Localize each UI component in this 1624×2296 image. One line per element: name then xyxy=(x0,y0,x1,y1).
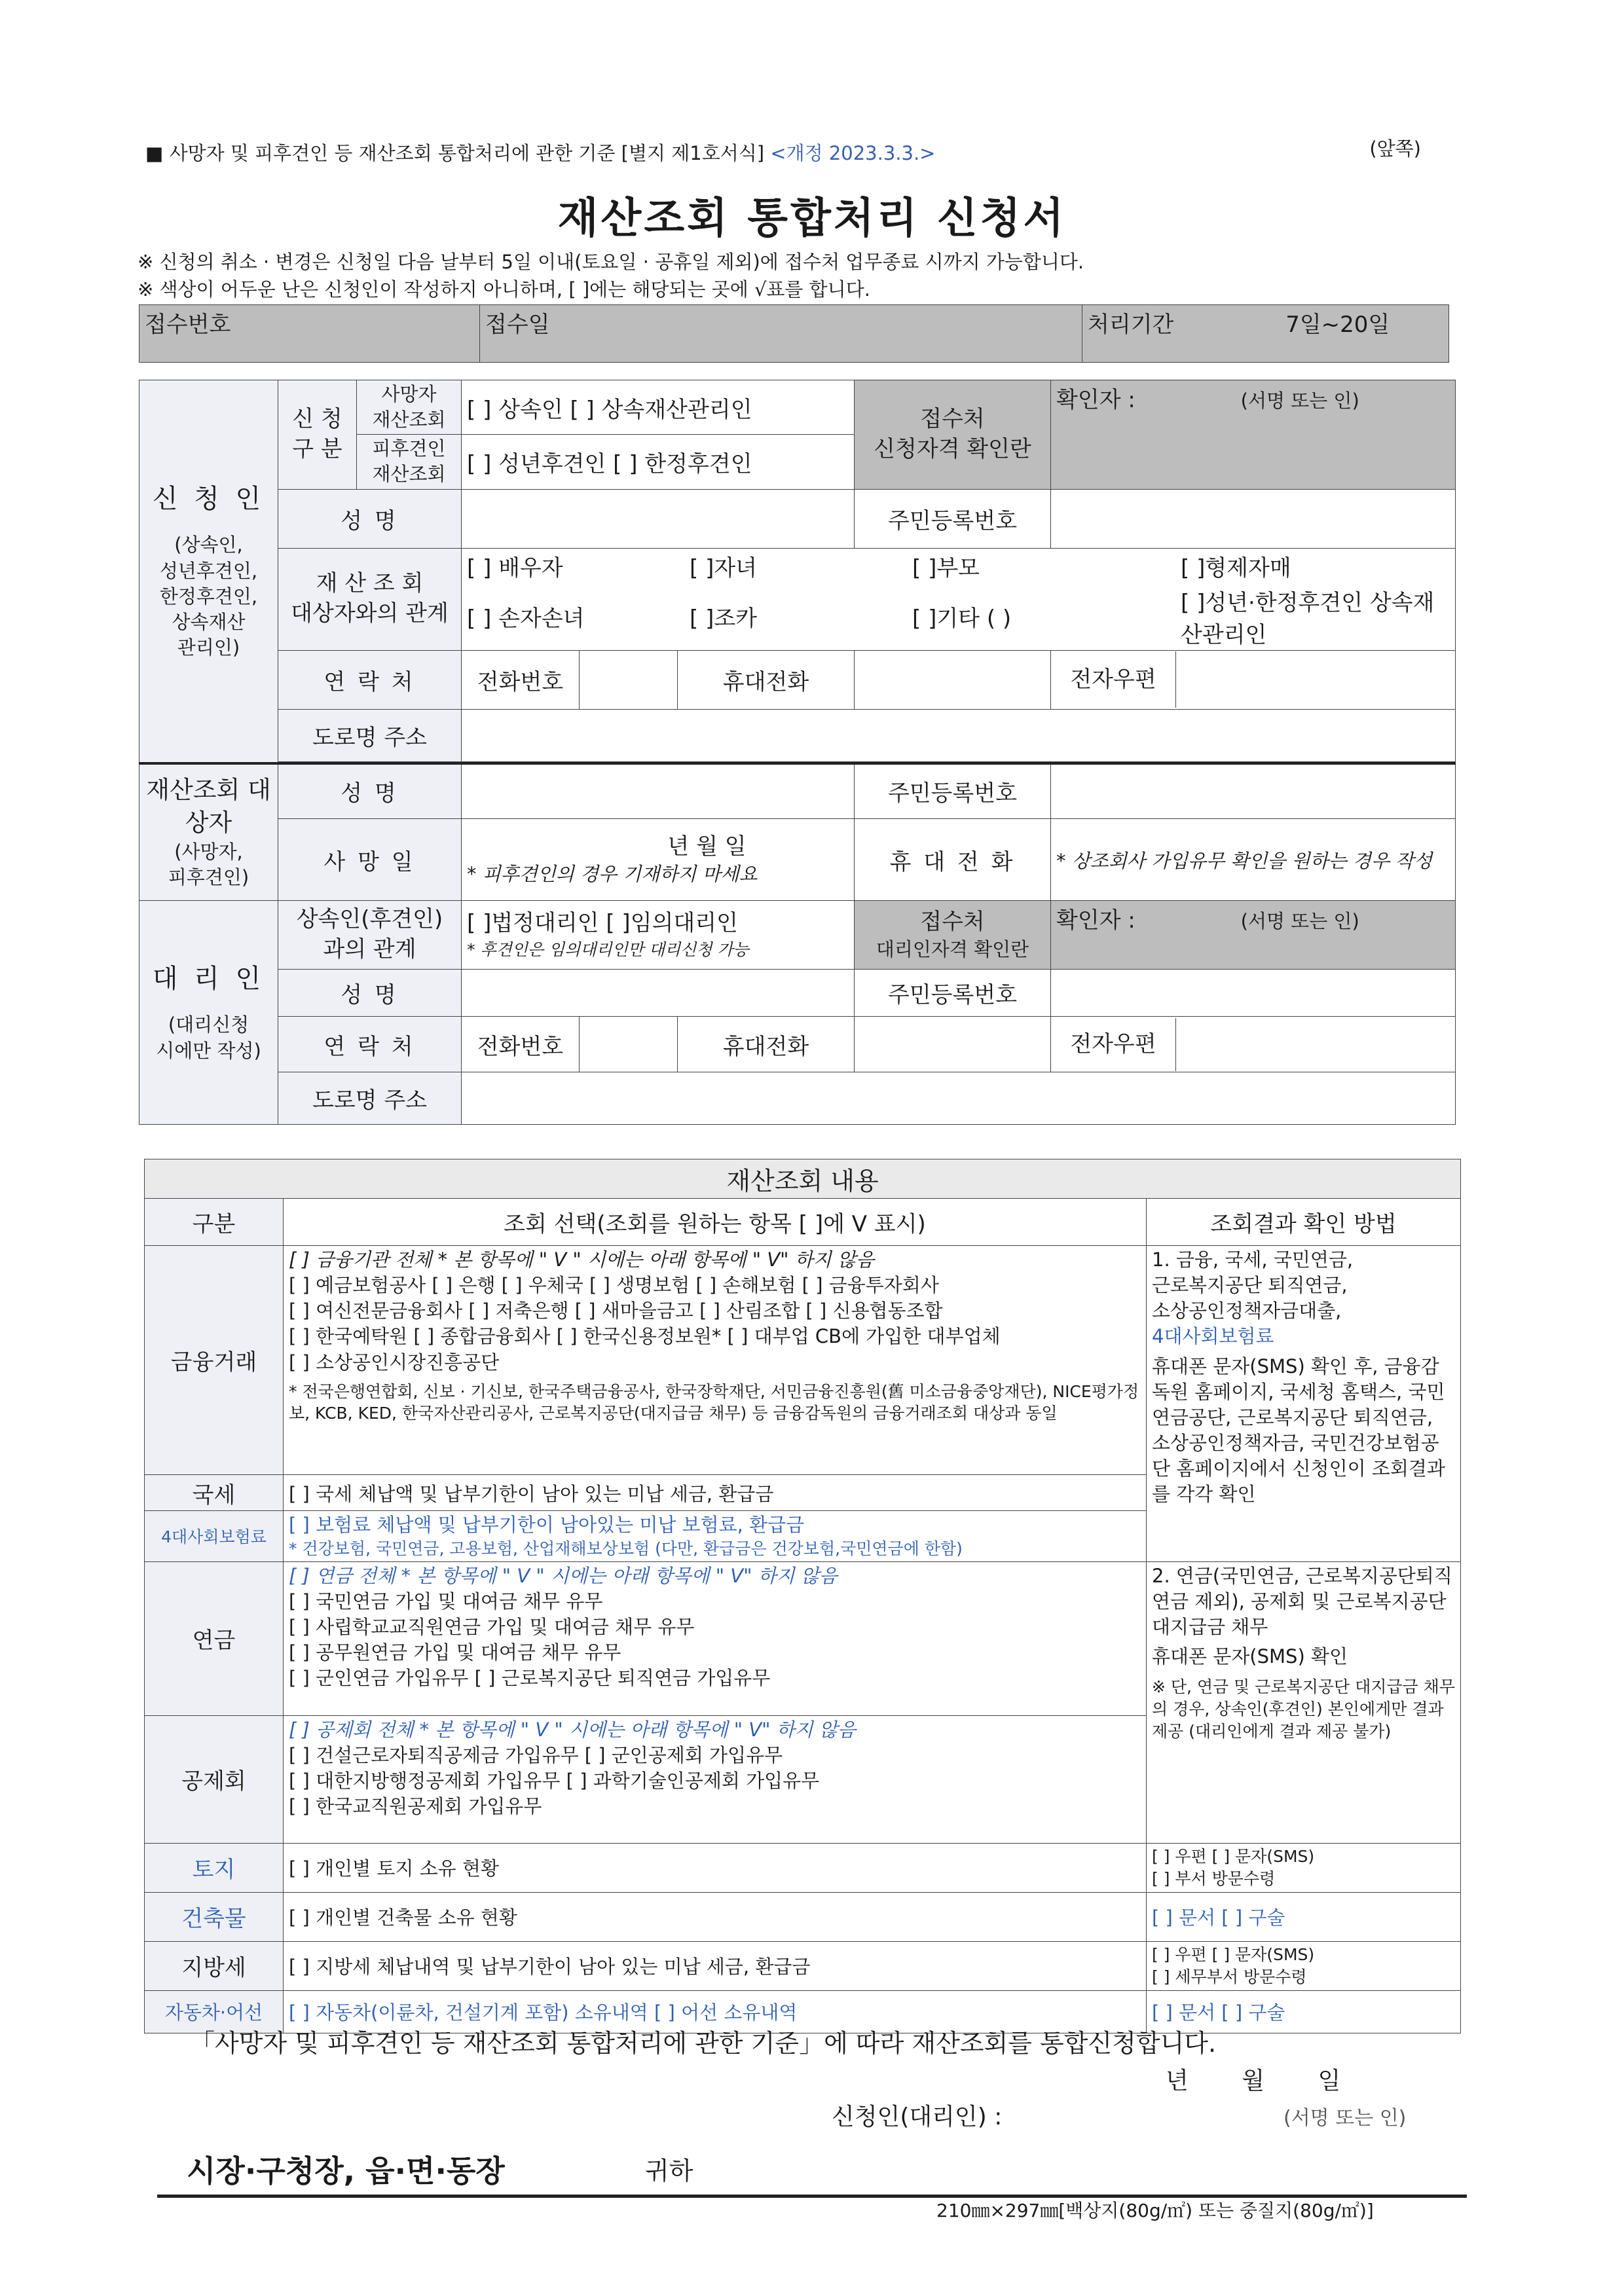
applicant-section-label: 신 청 인 (상속인, 성년후견인, 한정후견인, 상속재산 관리인) xyxy=(139,380,278,763)
building-option[interactable]: [ ] 개인별 건축물 소유 현황 xyxy=(284,1892,1147,1941)
applicant-mobile-label: 휴대전화 xyxy=(678,650,855,709)
finance-line-1[interactable]: [ ] 예금보험공사 [ ] 은행 [ ] 우체국 [ ] 생명보험 [ ] 손해보험 [ ] 금융투자회사 xyxy=(289,1274,939,1297)
note-cancel: ※ 신청의 취소 · 변경은 신청일 다음 날부터 5일 이내(토요일 · 공휴일 제외)에 접수처 업무종료 시까지 가능합니다. xyxy=(138,251,1084,273)
agent-name-field[interactable] xyxy=(462,970,855,1017)
finance-line-3[interactable]: [ ] 한국예탁원 [ ] 종합금융회사 [ ] 한국신용정보원* [ ] 대부업 CB에 가입한 대부업체 xyxy=(289,1325,1001,1348)
agent-confirmer-sign: (서명 또는 인) xyxy=(1240,910,1359,933)
local-tax-option[interactable]: [ ] 지방세 체납내역 및 납부기한이 남아 있는 미납 세금, 환급금 xyxy=(284,1941,1147,1990)
subject-death-field[interactable] xyxy=(462,819,855,901)
pension-line-1[interactable]: [ ] 국민연금 가입 및 대여금 채무 유무 xyxy=(289,1590,603,1613)
application-date[interactable]: 년 월 일 xyxy=(1166,2068,1341,2094)
mutual-line-1[interactable]: [ ] 건설근로자퇴직공제금 가입유무 [ ] 군인공제회 가입유무 xyxy=(289,1744,783,1767)
tax-label: 국세 xyxy=(145,1475,284,1511)
agent-relation-choices[interactable]: [ ]법정대리인 [ ]임의대리인 xyxy=(467,910,738,937)
agent-address-label: 도로명 주소 xyxy=(278,1072,462,1125)
local-tax-label: 지방세 xyxy=(145,1941,284,1990)
finance-all[interactable]: [ ] 금융기관 전체 * 본 항목에 " V " 시에는 아래 항목에 " V" 하지 않음 xyxy=(289,1248,874,1271)
method-finance: 1. 금융, 국세, 국민연금, 근로복지공단 퇴직연금, 소상공인정책자금대출, 4대사회보험료 휴대폰 문자(SMS) 확인 후, 금융감독원 홈페이지, 국세청 홈택스, 국민연금공단, 근로복지공단 퇴직연금, 소상공인정책자금, 국민건강보험공단 홈페이지에서 신청인이 조회결과를 각각 확인 xyxy=(1147,1246,1461,1562)
processing-period-label: 처리기간 xyxy=(1088,312,1174,338)
ward-inquiry-label: 피후견인 재산조회 xyxy=(357,435,462,489)
regulation-text: ■ 사망자 및 피후견인 등 재산조회 통합처리에 관한 기준 [별지 제1호서식] xyxy=(145,142,765,164)
pension-line-3[interactable]: [ ] 공무원연금 가입 및 대여금 채무 유무 xyxy=(289,1641,621,1664)
applicant-signature-label: 신청인(대리인) : xyxy=(832,2104,1003,2130)
form-title: 재산조회 통합처리 신청서 xyxy=(557,194,1067,243)
col-category: 구분 xyxy=(145,1199,284,1246)
relation-other[interactable]: [ ]기타 ( ) xyxy=(912,606,1012,632)
land-label: 토지 xyxy=(145,1843,284,1892)
receipt-number-cell[interactable] xyxy=(139,305,480,363)
method-pension: 2. 연금(국민연금, 근로복지공단퇴직연금 제외), 공제회 및 근로복지공단 대지급금 채무 휴대폰 문자(SMS) 확인 ※ 단, 연금 및 근로복지공단 대지급금 채무의 경우, 상속인(후견인) 본인에게만 결과 제공 (대리인에게 결과 제공 불가) xyxy=(1147,1561,1461,1843)
mutual-line-2[interactable]: [ ] 대한지방행정공제회 가입유무 [ ] 과학기술인공제회 가입유무 xyxy=(289,1770,820,1793)
insurance-label: 4대사회보험료 xyxy=(145,1511,284,1562)
vehicle-label: 자동차·어선 xyxy=(145,1990,284,2033)
applicant-signature-field[interactable]: (서명 또는 인) xyxy=(1283,2107,1407,2130)
relation-parent[interactable]: [ ]부모 xyxy=(912,555,980,581)
applicant-name-label: 성 명 xyxy=(278,489,462,548)
relation-grandchild[interactable]: [ ] 손자손녀 xyxy=(467,606,585,632)
applicant-phone-label: 전화번호 xyxy=(462,650,580,709)
death-date-ymd: 년 월 일 xyxy=(667,833,747,860)
pension-label: 연금 xyxy=(145,1561,284,1715)
addressee: 시장·구청장, 읍·면·동장 xyxy=(187,2153,505,2189)
applicant-confirmer-sign: (서명 또는 인) xyxy=(1240,390,1359,412)
finance-line-4[interactable]: [ ] 소상공인시장진흥공단 xyxy=(289,1351,500,1374)
mutual-options[interactable] xyxy=(284,1715,1147,1843)
agent-confirmer-cell xyxy=(1051,901,1456,970)
form-regulation-header xyxy=(145,139,935,166)
col-method: 조회결과 확인 방법 xyxy=(1147,1199,1461,1246)
page-side-label: (앞쪽) xyxy=(1369,137,1421,160)
col-selection: 조회 선택(조회를 원하는 항목 [ ]에 V 표시) xyxy=(284,1199,1147,1246)
agent-contact-label: 연 락 처 xyxy=(278,1017,462,1072)
honorific: 귀하 xyxy=(645,2157,693,2185)
insurance-line[interactable]: [ ] 보험료 체납액 및 납부기한이 남아있는 미납 보험료, 환급금 xyxy=(289,1514,805,1536)
subject-rrn-field[interactable] xyxy=(1051,763,1456,819)
applicant-rrn-field[interactable] xyxy=(1051,489,1456,548)
receipt-date-cell[interactable] xyxy=(480,305,1082,363)
subject-name-label: 성 명 xyxy=(278,763,462,819)
processing-period-value: 7일~20일 xyxy=(1285,312,1390,338)
applicant-address-field[interactable] xyxy=(462,709,1456,761)
agent-relation-note: * 후견인은 임의대리인만 대리신청 가능 xyxy=(467,940,749,960)
finance-footnote: * 전국은행연합회, 신보 · 기신보, 한국주택금융공사, 한국장학재단, 서민금융진흥원(舊 미소금융중앙재단), NICE평가정보, KCB, KED, 한국자산관리공사, 근로복지공단(대지급금 채무) 등 금융감독원의 금융거래조회 대상과 동일 xyxy=(289,1381,1139,1423)
subject-rrn-label: 주민등록번호 xyxy=(855,763,1051,819)
subject-mobile-label: 휴 대 전 화 xyxy=(855,819,1051,901)
applicant-relation-label: 재 산 조 회 대상자와의 관계 xyxy=(278,548,462,650)
mutual-line-3[interactable]: [ ] 한국교직원공제회 가입유무 xyxy=(289,1795,542,1818)
land-option[interactable]: [ ] 개인별 토지 소유 현황 xyxy=(284,1843,1147,1892)
applicant-address-label: 도로명 주소 xyxy=(278,709,462,761)
relation-spouse[interactable]: [ ] 배우자 xyxy=(467,555,563,581)
subject-section-label: 재산조회 대상자 (사망자, 피후견인) xyxy=(139,763,278,901)
pension-line-4[interactable]: [ ] 군인연금 가입유무 [ ] 근로복지공단 퇴직연금 가입유무 xyxy=(289,1667,771,1690)
relation-child[interactable]: [ ]자녀 xyxy=(690,555,758,581)
applicant-confirmer: 확인자 : xyxy=(1056,387,1135,413)
processing-period-cell xyxy=(1082,305,1449,363)
inquiry-section-title: 재산조회 내용 xyxy=(145,1159,1461,1199)
revision-text: <개정 2023.3.3.> xyxy=(770,142,936,164)
subject-mobile-field[interactable]: * 상조회사 가입유무 확인을 원하는 경우 작성 xyxy=(1051,819,1456,901)
request-type-label: 신 청 구 분 xyxy=(278,380,357,490)
pension-line-2[interactable]: [ ] 사립학교교직원연금 가입 및 대여금 채무 유무 xyxy=(289,1616,695,1639)
applicant-name-field[interactable] xyxy=(462,489,855,548)
applicant-email-label: 전자우편 xyxy=(1051,651,1176,708)
insurance-options[interactable] xyxy=(284,1511,1147,1562)
applicant-verify-label: 접수처 신청자격 확인란 xyxy=(855,380,1051,490)
agent-mobile-label: 휴대전화 xyxy=(678,1017,855,1072)
agent-verify-label: 접수처 대리인자격 확인란 xyxy=(855,901,1051,970)
agent-email-cell[interactable] xyxy=(1051,1017,1456,1072)
agent-relation-label: 상속인(후견인) 과의 관계 xyxy=(278,901,462,970)
applicant-relation-options[interactable] xyxy=(462,548,1456,650)
vehicle-method[interactable]: [ ] 문서 [ ] 구술 xyxy=(1147,1990,1461,2033)
deceased-type-options[interactable]: [ ] 상속인 [ ] 상속재산관리인 xyxy=(462,380,855,435)
insurance-note: * 건강보험, 국민연금, 고용보험, 산업재해보상보험 (다만, 환급금은 건강보험,국민연금에 한함) xyxy=(289,1539,963,1559)
agent-rrn-label: 주민등록번호 xyxy=(855,970,1051,1017)
receipt-table xyxy=(139,304,1449,363)
inquiry-table xyxy=(144,1159,1461,2033)
mutual-all[interactable]: [ ] 공제회 전체 * 본 항목에 " V " 시에는 아래 항목에 " V" 하지 않음 xyxy=(289,1718,856,1741)
relation-guardian[interactable]: [ ]성년·한정후견인 상속재산관리인 xyxy=(1181,589,1435,648)
agent-phone-label: 전화번호 xyxy=(462,1017,580,1072)
agent-section-label: 대 리 인 (대리신청 시에만 작성) xyxy=(139,901,278,1125)
receipt-number-label: 접수번호 xyxy=(145,312,231,338)
pension-all[interactable]: [ ] 연금 전체 * 본 항목에 " V " 시에는 아래 항목에 " V" 하지 않음 xyxy=(289,1564,838,1587)
relation-nephew[interactable]: [ ]조카 xyxy=(690,606,758,632)
building-label: 건축물 xyxy=(145,1892,284,1941)
applicant-email-cell[interactable] xyxy=(1051,650,1456,709)
land-method[interactable]: [ ] 우편 [ ] 문자(SMS) [ ] 부서 방문수령 xyxy=(1147,1843,1461,1892)
applicant-confirmer-cell xyxy=(1051,380,1456,490)
applicant-table xyxy=(139,380,1456,1125)
subject-name-field[interactable] xyxy=(462,763,855,819)
agent-email-label: 전자우편 xyxy=(1051,1018,1176,1071)
agent-mobile-field[interactable] xyxy=(855,1017,1051,1072)
finance-options[interactable] xyxy=(284,1246,1147,1475)
local-tax-method[interactable]: [ ] 우편 [ ] 문자(SMS) [ ] 세무부서 방문수령 xyxy=(1147,1941,1461,1990)
note-shaded: ※ 색상이 어두운 난은 신청인이 작성하지 아니하며, [ ]에는 해당되는 곳에 √표를 합니다. xyxy=(138,278,870,301)
agent-name-label: 성 명 xyxy=(278,970,462,1017)
agent-relation-options[interactable] xyxy=(462,901,855,970)
relation-sibling[interactable]: [ ]형제자매 xyxy=(1181,555,1291,581)
applicant-rrn-label: 주민등록번호 xyxy=(855,489,1051,548)
mutual-label: 공제회 xyxy=(145,1715,284,1843)
finance-line-2[interactable]: [ ] 여신전문금융회사 [ ] 저축은행 [ ] 새마을금고 [ ] 산림조합 [ ] 신용협동조합 xyxy=(289,1300,943,1322)
vehicle-option[interactable]: [ ] 자동차(이륜차, 건설기계 포함) 소유내역 [ ] 어선 소유내역 xyxy=(284,1990,1147,2033)
application-statement: 「사망자 및 피후견인 등 재산조회 통합처리에 관한 기준」에 따라 재산조회를 통합신청합니다. xyxy=(190,2029,1217,2058)
ward-type-options[interactable]: [ ] 성년후견인 [ ] 한정후견인 xyxy=(462,435,855,489)
agent-confirmer: 확인자 : xyxy=(1056,907,1135,934)
receipt-date-label: 접수일 xyxy=(485,312,550,338)
subject-death-label: 사 망 일 xyxy=(278,819,462,901)
deceased-inquiry-label: 사망자 재산조회 xyxy=(357,380,462,435)
finance-label: 금융거래 xyxy=(145,1246,284,1475)
building-method[interactable]: [ ] 문서 [ ] 구술 xyxy=(1147,1892,1461,1941)
agent-phone-field[interactable] xyxy=(580,1017,678,1072)
tax-option[interactable]: [ ] 국세 체납액 및 납부기한이 남아 있는 미납 세금, 환급금 xyxy=(284,1475,1147,1511)
applicant-mobile-field[interactable] xyxy=(855,650,1051,709)
applicant-phone-field[interactable] xyxy=(580,650,678,709)
applicant-contact-label: 연 락 처 xyxy=(278,650,462,709)
pension-options[interactable] xyxy=(284,1561,1147,1715)
agent-rrn-field[interactable] xyxy=(1051,970,1456,1017)
paper-spec: 210㎜×297㎜[백상지(80g/㎡) 또는 중질지(80g/㎡)] xyxy=(936,2200,1374,2221)
death-date-note: * 피후견인의 경우 기재하지 마세요 xyxy=(467,863,758,886)
agent-address-field[interactable] xyxy=(462,1072,1456,1125)
